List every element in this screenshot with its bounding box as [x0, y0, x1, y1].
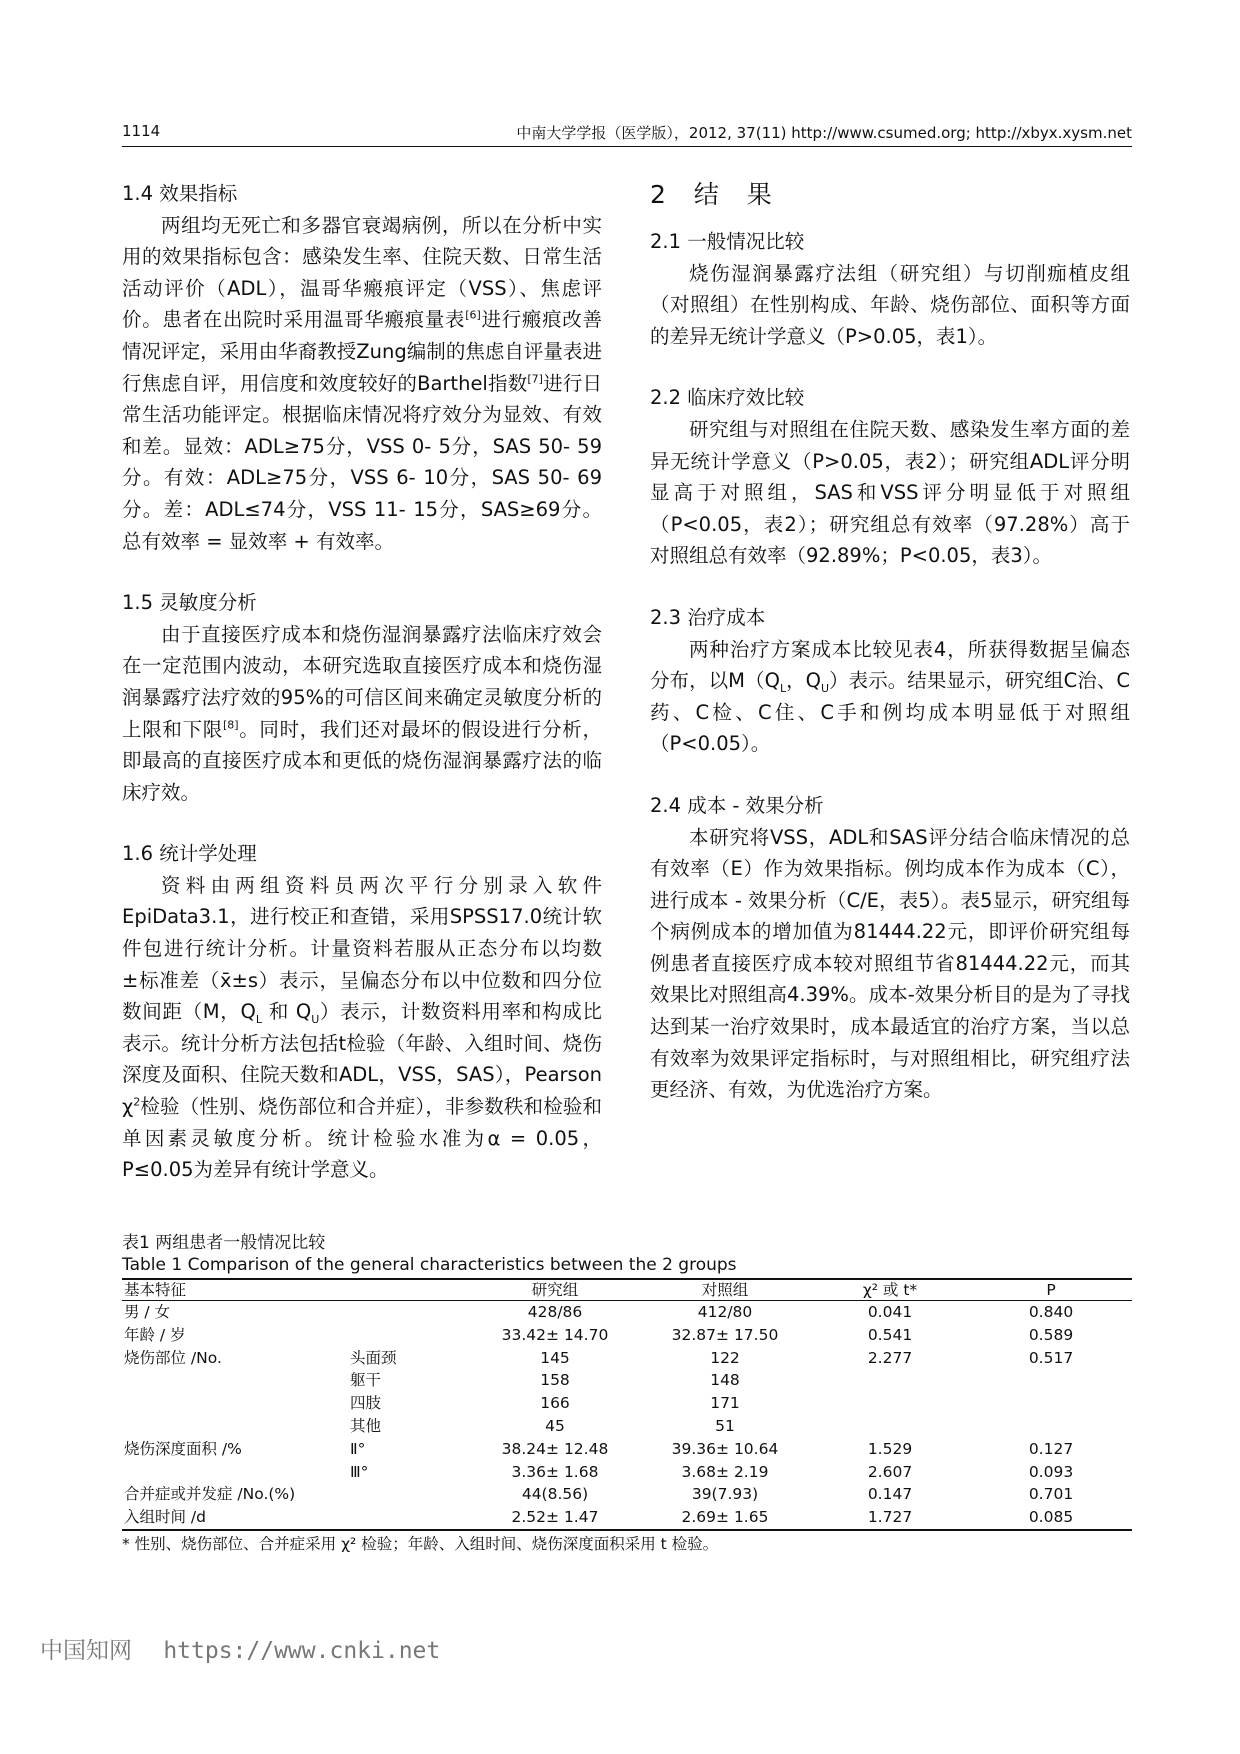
- table-cell: 四肢: [350, 1394, 382, 1413]
- table-cell: 烧伤部位 /No.: [124, 1348, 222, 1367]
- table-row: [122, 1324, 1132, 1347]
- paragraph: 烧伤湿润暴露疗法组（研究组）与切削痂植皮组（对照组）在性别构成、年龄、烧伤部位、面积等方面的差异无统计学意义（P>0.05，表1）。: [650, 261, 1130, 348]
- table-cell: 166: [540, 1394, 570, 1413]
- section-title: 2.1 一般情况比较: [650, 230, 805, 253]
- section-2-2: [650, 382, 1130, 572]
- table-cell: [970, 1415, 1132, 1438]
- table-caption-en: Table 1 Comparison of the general characteristics between the 2 groups: [122, 1255, 737, 1275]
- table-cell: 38.24± 12.48: [501, 1439, 609, 1458]
- table-cell: 躯干: [350, 1371, 382, 1390]
- table-cell: [122, 1415, 350, 1438]
- column-header: P: [970, 1279, 1132, 1301]
- table-cell: 0.589: [1028, 1325, 1074, 1344]
- table-cell: 44(8.56): [521, 1485, 589, 1504]
- table-cell: 45: [545, 1416, 565, 1435]
- paragraph: 研究组与对照组在住院天数、感染发生率方面的差异无统计学意义（P>0.05，表2）；研究组ADL评分明显高于对照组，SAS和VSS评分明显低于对照组（P<0.05，表2）；研究组总有效率（97.28%）高于对照组总有效率（92.89%；P<0.05，表3）。: [650, 417, 1130, 568]
- table-cell: 148: [710, 1371, 740, 1390]
- table-cell: 2.52± 1.47: [470, 1506, 640, 1530]
- results-heading: 2 结 果: [650, 180, 782, 209]
- characteristics-table: [122, 1278, 1132, 1531]
- section-title: 2.2 临床疗效比较: [650, 386, 805, 410]
- section-1-6: [122, 838, 602, 1186]
- paragraph: 资料由两组资料员两次平行分别录入软件EpiData3.1，进行校正和查错，采用SPSS17.0统计软件包进行统计分析。计量资料若服从正态分布以均数±标准差（x̄±s）表示，呈偏态分布以中位数和四分位数间距（M，$Q_L$ 和 $Q_U$）表示，计数资料用率和构成比表示。统计分析方法包括t检验（年龄、入组时间、烧伤深度及面积、住院天数和ADL，VSS，SAS），Pearson $\chi^2$检验（性别、烧伤部位和合并症），非参数秩和检验和单因素灵敏度分析。统计检验水准为α = 0.05，P≤0.05为差异有统计学意义。: [122, 873, 602, 1182]
- right-column: [650, 178, 1130, 1136]
- table-row: [122, 1347, 1132, 1370]
- cnki-url-link[interactable]: https://www.cnki.net: [163, 1638, 441, 1664]
- table-cell: 145: [540, 1348, 570, 1367]
- section-title: 2.3 治疗成本: [650, 605, 766, 629]
- paragraph: 两种治疗方案成本比较见表4，所获得数据呈偏态分布，以$M(Q_L$，$Q_U$）表示。结果显示，研究组C治、C药、C检、C住、C手和例均成本明显低于对照组（P<0.05）。: [650, 637, 1130, 756]
- table-cell: 428/86: [527, 1303, 583, 1321]
- table-cell: 158: [540, 1371, 570, 1390]
- table-cell: [810, 1415, 970, 1438]
- table-cell: 0.041: [867, 1303, 913, 1321]
- table-cell: 入组时间 /d: [122, 1506, 350, 1530]
- table-cell: 33.42± 14.70: [501, 1325, 609, 1344]
- section-title: 1.4 效果指标: [122, 182, 238, 205]
- table-cell: [122, 1461, 350, 1484]
- section-2-3: [650, 602, 1130, 760]
- watermark-footer: [40, 1632, 440, 1665]
- table-cell: 0.541: [867, 1325, 913, 1344]
- column-header: 对照组: [640, 1279, 810, 1301]
- table-cell: 39(7.93): [691, 1485, 759, 1504]
- table-cell: 412/80: [697, 1303, 753, 1321]
- left-column: [122, 178, 602, 1216]
- table-cell: 2.607: [867, 1462, 913, 1481]
- table-cell: [350, 1483, 470, 1506]
- section-1-4: [122, 178, 602, 557]
- table-cell: [970, 1392, 1132, 1415]
- table-header-row: [122, 1279, 1132, 1301]
- section-title: 1.5 灵敏度分析: [122, 591, 257, 615]
- column-header: 研究组: [470, 1279, 640, 1301]
- table-cell: 51: [715, 1416, 735, 1435]
- table-cell: 1.727: [810, 1506, 970, 1530]
- section-2-4: [650, 790, 1130, 1106]
- table-cell: [122, 1392, 350, 1415]
- table-row: [122, 1461, 1132, 1484]
- journal-citation: 中南大学学报（医学版），2012, 37(11) http://www.csumed.org; http://xbyx.xysm.net: [516, 124, 1132, 142]
- paragraph: 两组均无死亡和多器官衰竭病例，所以在分析中实用的效果指标包含：感染发生率、住院天数、日常生活活动评价（ADL），温哥华瘢痕评定（VSS）、焦虑评价。患者在出院时采用温哥华瘢痕量表[6]进行瘢痕改善情况评定，采用由华裔教授Zung编制的焦虑自评量表进行焦虑自评，用信度和效度较好的Barthel指数[7]进行日常生活功能评定。根据临床情况将疗效分为显效、有效和差。显效：ADL≥75分，VSS 0- 5分，SAS 50- 59分。有效：ADL≥75分，VSS 6- 10分，SAS 50- 69分。差：ADL≤74分，VSS 11- 15分，SAS≥69分。总有效率 = 显效率 + 有效率。: [122, 213, 602, 553]
- table-cell: 其他: [350, 1416, 382, 1435]
- table-cell: 3.36± 1.68: [511, 1462, 599, 1481]
- table-cell: 0.701: [1028, 1485, 1074, 1504]
- table-cell: Ⅱ°: [350, 1439, 366, 1458]
- table-cell: 男 / 女: [124, 1303, 171, 1321]
- cnki-brand: 中国知网: [40, 1638, 132, 1664]
- table-cell: 2.69± 1.65: [640, 1506, 810, 1530]
- table-cell: 32.87± 17.50: [671, 1325, 779, 1344]
- running-header: [122, 122, 1132, 147]
- table-cell: 0.517: [1028, 1348, 1074, 1367]
- table-cell: 171: [710, 1394, 740, 1413]
- table-cell: 0.093: [1028, 1462, 1074, 1481]
- section-1-5: [122, 587, 602, 808]
- section-2-1: [650, 226, 1130, 352]
- column-header: [350, 1279, 470, 1301]
- table-row: [122, 1438, 1132, 1461]
- table-cell: 122: [710, 1348, 740, 1367]
- section-title: 1.6 统计学处理: [122, 842, 257, 866]
- table-cell: 头面颈: [350, 1348, 397, 1367]
- table-cell: 39.36± 10.64: [671, 1439, 779, 1458]
- table-cell: [350, 1301, 470, 1324]
- table-cell: 1.529: [867, 1439, 913, 1458]
- table-caption-cn: 表1 两组患者一般情况比较: [122, 1233, 326, 1253]
- table-footnote: * 性别、烧伤部位、合并症采用 χ² 检验；年龄、入组时间、烧伤深度面积采用 t 检验。: [122, 1534, 719, 1553]
- paragraph: 本研究将VSS，ADL和SAS评分结合临床情况的总有效率（E）作为效果指标。例均成本作为成本（C），进行成本 - 效果分析（C/E，表5）。表5显示，研究组每个病例成本的增加值为81444.22元，即评价研究组每例患者直接医疗成本较对照组节省81444.22元，而其效果比对照组高4.39%。成本-效果分析目的是为了寻找达到某一治疗效果时，成本最适宜的治疗方案，当以总有效率为效果评定指标时，与对照组相比，研究组疗法更经济、有效，为优选治疗方案。: [650, 825, 1130, 1102]
- table-row: [122, 1301, 1132, 1324]
- table-cell: 年龄 / 岁: [124, 1325, 186, 1344]
- table-row: [122, 1506, 1132, 1530]
- table-cell: [350, 1506, 470, 1530]
- table-row: [122, 1483, 1132, 1506]
- table-cell: 0.127: [1028, 1439, 1074, 1458]
- table-cell: Ⅲ°: [350, 1462, 369, 1481]
- table-cell: [810, 1369, 970, 1392]
- section-title: 2.4 成本 - 效果分析: [650, 793, 824, 817]
- table-cell: 3.68± 2.19: [681, 1462, 769, 1481]
- table-cell: [350, 1324, 470, 1347]
- table-cell: [810, 1392, 970, 1415]
- table-cell: [970, 1369, 1132, 1392]
- table-row: [122, 1392, 1132, 1415]
- table-cell: 2.277: [867, 1348, 913, 1367]
- paragraph: 由于直接医疗成本和烧伤湿润暴露疗法临床疗效会在一定范围内波动，本研究选取直接医疗成本和烧伤湿润暴露疗法疗效的95%的可信区间来确定灵敏度分析的上限和下限[8]。同时，我们还对最坏的假设进行分析，即最高的直接医疗成本和更低的烧伤湿润暴露疗法的临床疗效。: [122, 622, 602, 804]
- table-cell: [122, 1369, 350, 1392]
- table-cell: 0.840: [1028, 1303, 1074, 1321]
- citation-ref: [7]: [527, 372, 543, 386]
- table-cell: 0.085: [970, 1506, 1132, 1530]
- table-cell: 0.147: [867, 1485, 913, 1504]
- table-row: [122, 1369, 1132, 1392]
- citation-ref: [6]: [465, 308, 481, 322]
- table-cell: 合并症或并发症 /No.(%): [124, 1485, 296, 1504]
- citation-ref: [8]: [222, 718, 239, 731]
- table-1: [122, 1232, 1132, 1555]
- table-cell: 烧伤深度面积 /%: [124, 1439, 242, 1458]
- page-number: 1114: [122, 122, 161, 140]
- table-row: [122, 1415, 1132, 1438]
- column-header: χ² 或 t*: [810, 1279, 970, 1301]
- column-header: 基本特征: [122, 1279, 350, 1301]
